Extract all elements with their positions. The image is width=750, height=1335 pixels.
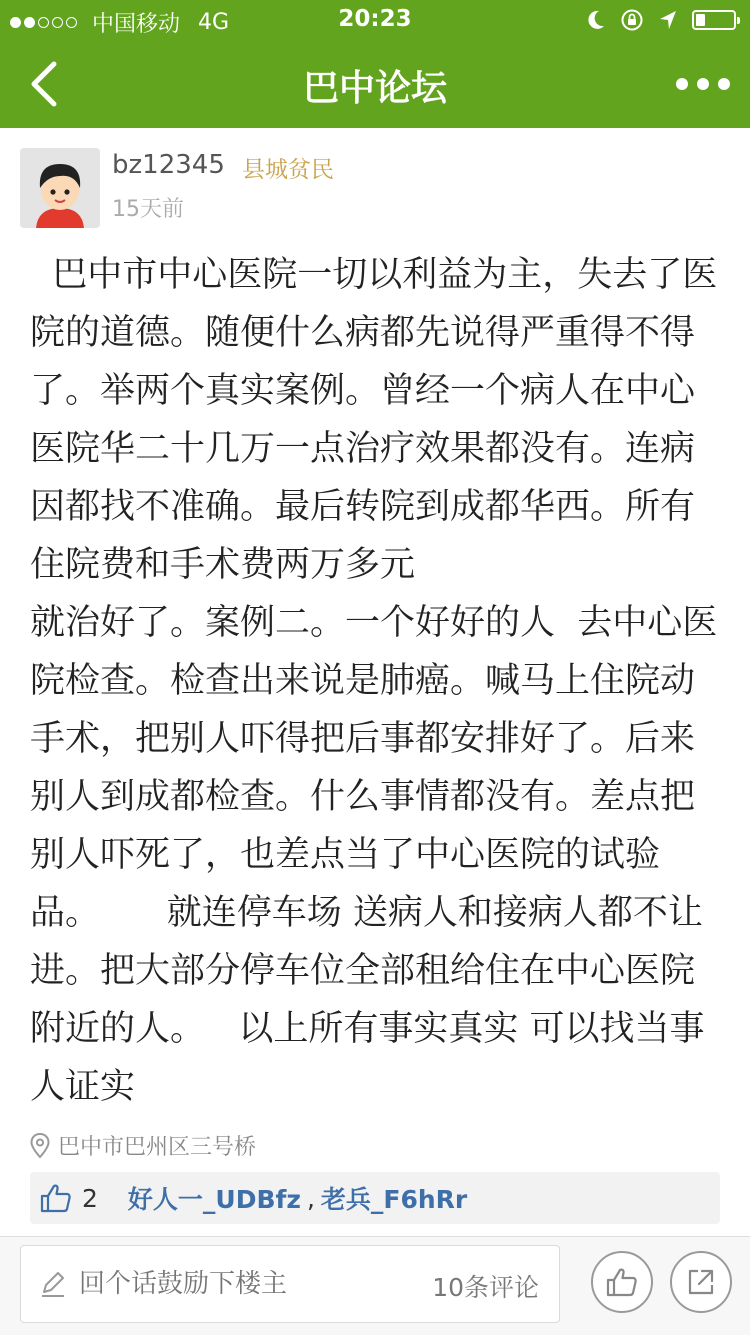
location-text: 巴中市巴州区三号桥 <box>58 1135 257 1160</box>
thumbs-up-icon <box>40 1183 72 1213</box>
post-body: 巴中市中心医院一切以利益为主，失去了医院的道德。随便什么病都先说得严重得不得了。举两个真实案例。曾经一个病人在中心医院华二十几万一点治疗效果都没有。连病因都找不准确。最后转院到成都华西。所有住院费和手术费两万多元 就治好了。案例二。一个好好的人 去中心医院检查。检查出来说是肺癌。喊马上住院动手术，把别人吓得把后事都安排好了。后来别人到成都检查。什么事情都没有。差点把别人吓死了，也差点当了中心医院的试验品。 就连停车场 送病人和接病人都不让进。把大部分停车位全部租给住在中心医院附近的人。 以上所有事实真实 可以找当事人证实 <box>30 255 718 1107</box>
author-name[interactable]: bz12345 <box>112 150 225 180</box>
clock: 20:23 <box>338 6 412 32</box>
moon-icon <box>586 9 606 31</box>
thumbs-up-icon <box>606 1267 638 1297</box>
like-count: 2 <box>82 1183 98 1213</box>
like-button[interactable] <box>591 1251 653 1313</box>
bottom-bar <box>0 1236 750 1335</box>
rotation-lock-icon <box>620 8 644 32</box>
share-button[interactable] <box>670 1251 732 1313</box>
comment-input[interactable] <box>77 1268 401 1300</box>
location-arrow-icon <box>658 9 678 31</box>
liker-separator: , <box>306 1183 315 1213</box>
share-icon <box>686 1267 716 1297</box>
avatar[interactable] <box>20 148 100 228</box>
more-button[interactable] <box>676 72 730 96</box>
pencil-icon <box>39 1270 67 1298</box>
status-bar <box>0 0 750 40</box>
carrier-name: 中国移动 <box>92 12 181 37</box>
network-type: 4G <box>198 10 230 35</box>
liker-link[interactable]: 老兵_F6hRr <box>320 1185 468 1214</box>
page-title: 巴中论坛 <box>302 68 447 109</box>
battery-icon <box>692 10 736 30</box>
post-time: 15天前 <box>112 197 184 222</box>
user-avatar-icon <box>20 148 100 228</box>
author-rank-badge: 县城贫民 <box>242 157 334 183</box>
post-location[interactable] <box>30 1130 256 1161</box>
comment-box[interactable] <box>20 1245 560 1323</box>
liker-link[interactable]: 好人一_UDBfz <box>127 1185 301 1214</box>
more-dots-icon <box>676 78 688 90</box>
nav-bar <box>0 40 750 128</box>
location-pin-icon <box>30 1133 50 1159</box>
comment-count[interactable]: 10条评论 <box>432 1273 539 1302</box>
likes-summary <box>30 1172 720 1224</box>
